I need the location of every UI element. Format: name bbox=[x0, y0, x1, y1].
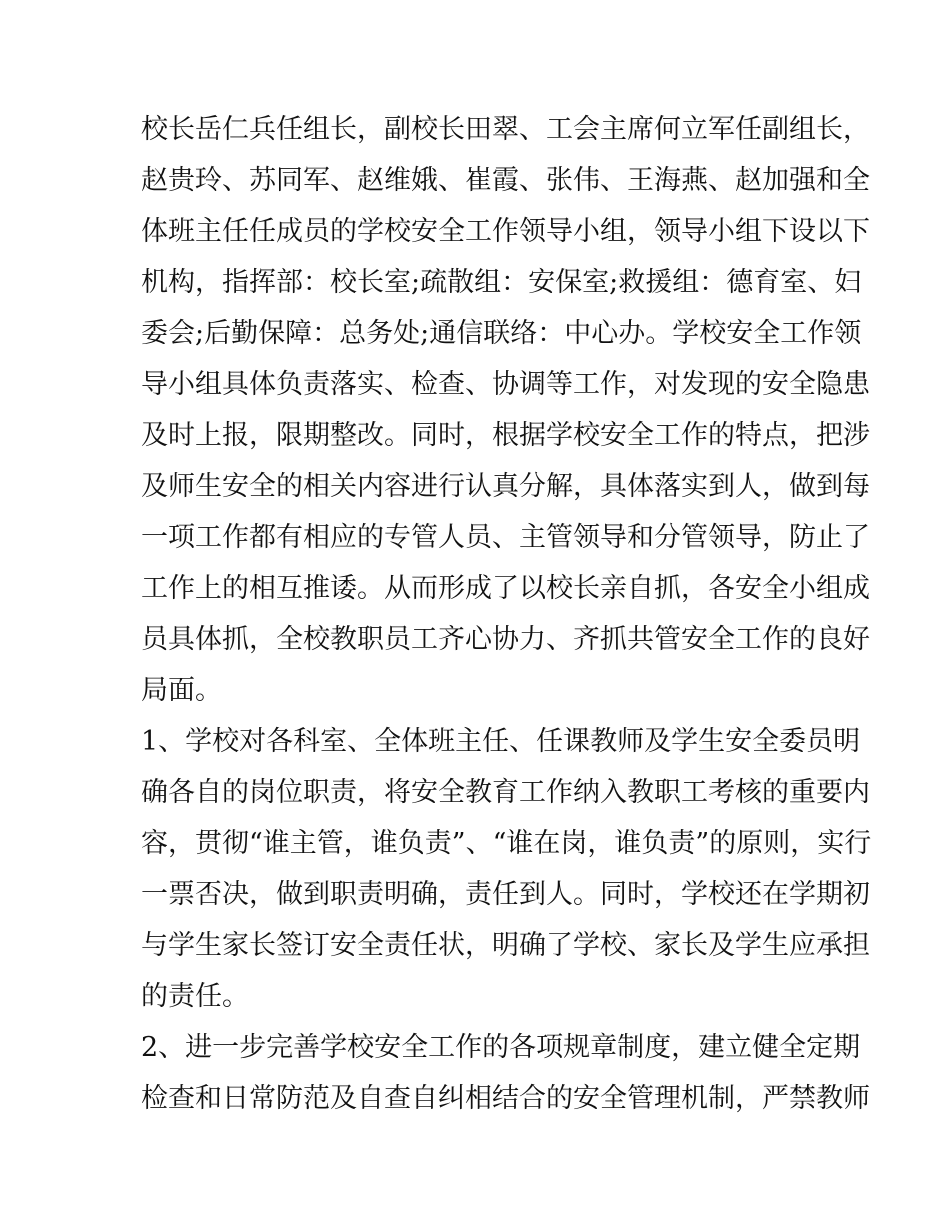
text-line: 2、进一步完善学校安全工作的各项规章制度，建立健全定期 bbox=[141, 1032, 861, 1063]
text-line: 机构，指挥部：校长室;疏散组：安保室;救援组：德育室、妇 bbox=[141, 267, 862, 298]
text-line: 局面。 bbox=[141, 675, 222, 706]
text-line: 委会;后勤保障：总务处;通信联络：中心办。学校安全工作领 bbox=[141, 318, 862, 349]
body-text bbox=[141, 104, 872, 1124]
text-line: 及师生安全的相关内容进行认真分解，具体落实到人，做到每 bbox=[141, 471, 870, 502]
text-line: 1、学校对各科室、全体班主任、任课教师及学生安全委员明 bbox=[141, 726, 861, 757]
text-line: 导小组具体负责落实、检查、协调等工作，对发现的安全隐患 bbox=[141, 369, 870, 400]
text-line: 容，贯彻“谁主管，谁负责”、“谁在岗，谁负责”的原则，实行 bbox=[141, 828, 872, 859]
text-line: 体班主任任成员的学校安全工作领导小组，领导小组下设以下 bbox=[141, 216, 870, 247]
text-line: 一票否决，做到职责明确，责任到人。同时，学校还在学期初 bbox=[141, 879, 870, 910]
text-line: 及时上报，限期整改。同时，根据学校安全工作的特点，把涉 bbox=[141, 420, 870, 451]
text-line: 与学生家长签订安全责任状，明确了学校、家长及学生应承担 bbox=[141, 930, 870, 961]
text-line: 工作上的相互推诿。从而形成了以校长亲自抓，各安全小组成 bbox=[141, 573, 870, 604]
text-line: 员具体抓，全校教职员工齐心协力、齐抓共管安全工作的良好 bbox=[141, 624, 870, 655]
text-line: 赵贵玲、苏同军、赵维娥、崔霞、张伟、王海燕、赵加强和全 bbox=[141, 165, 870, 196]
text-line: 校长岳仁兵任组长，副校长田翠、工会主席何立军任副组长， bbox=[141, 114, 870, 145]
text-line: 确各自的岗位职责，将安全教育工作纳入教职工考核的重要内 bbox=[141, 777, 870, 808]
text-line: 一项工作都有相应的专管人员、主管领导和分管领导，防止了 bbox=[141, 522, 870, 553]
text-line: 检查和日常防范及自查自纠相结合的安全管理机制，严禁教师 bbox=[141, 1083, 870, 1114]
text-line: 的责任。 bbox=[141, 981, 249, 1012]
